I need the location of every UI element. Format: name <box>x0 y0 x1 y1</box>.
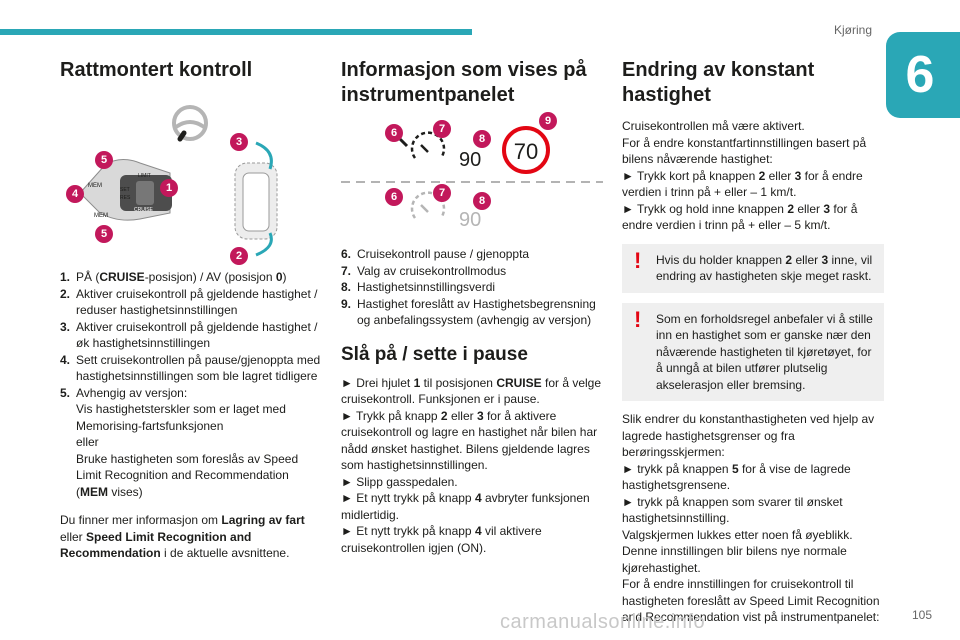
list-item: 9. Hastighet foreslått av Hastighetsbegrensning og anbefalingssystem (avhengig av versjon) <box>341 296 596 327</box>
display-badge-6-bottom: 6 <box>385 188 403 206</box>
column-instrument-info <box>341 58 603 556</box>
column-change-speed <box>622 58 884 626</box>
steering-control-figure <box>60 93 322 263</box>
list-item: 1. PÅ (CRUISE-posisjon) / AV (posisjon 0) <box>60 270 287 284</box>
step-paragraph: ► Drei hjulet 1 til posisjonen CRUISE for å velge cruisekontroll. Funksjonen er i pause. <box>341 375 602 406</box>
figure-badge-5-top: 5 <box>95 151 113 169</box>
instrument-display-figure <box>341 114 603 240</box>
heading-steering-control: Rattmontert kontroll <box>60 59 253 81</box>
stalk-label-mem-top: MEM <box>88 183 102 189</box>
stalk-label-res: RES <box>120 195 131 201</box>
column-steering-control <box>60 58 322 562</box>
set-speed-top: 90 <box>459 149 482 171</box>
steering-control-list <box>60 269 322 500</box>
list-item: 4. Sett cruisekontrollen på pause/gjenoppta med hastighetsinnstillingen som ble lagret tidligere <box>60 352 321 383</box>
instrument-display-illustration <box>341 118 603 240</box>
more-info-paragraph: Du finner mer informasjon om Lagring av fart eller Speed Limit Recognition and Recommendation i de aktuelle avsnittene. <box>60 513 305 560</box>
list-item: 8. Hastighetsinnstillingsverdi <box>341 280 496 294</box>
chapter-number-tab: 6 <box>886 32 960 118</box>
list-item: 2. Aktiver cruisekontroll på gjeldende hastighet / reduser hastighetsinnstillingen <box>60 286 318 317</box>
list-item: 3. Aktiver cruisekontroll på gjeldende hastighet / øk hastighetsinnstillingen <box>60 319 318 350</box>
heading-change-speed: Endring av konstant hastighet <box>622 59 815 106</box>
paragraph: Denne innstillingen blir bilens nye normale kjørehastighet. <box>622 544 847 575</box>
warning-icon: ! <box>634 247 642 273</box>
display-badge-8: 8 <box>473 130 491 148</box>
set-speed-bottom: 90 <box>459 209 482 231</box>
speed-limit-value: 70 <box>513 139 539 164</box>
cruise-stalk <box>80 159 172 220</box>
figure-badge-2: 2 <box>230 247 248 265</box>
list-item: 5. Avhengig av versjon: Vis hastighetsterskler som er laget med Memorising-fartsfunksjonen eller Bruke hastigheten som foreslås av Speed Limit Recognition and Recommendation (MEM vises) <box>60 385 299 499</box>
figure-badge-5-bottom: 5 <box>95 225 113 243</box>
stalk-label-cruise: CRUISE <box>134 207 153 213</box>
instrument-info-list <box>341 246 603 329</box>
step-paragraph: ► Et nytt trykk på knapp 4 avbryter funksjonen midlertidig. <box>341 491 590 522</box>
display-badge-7: 7 <box>433 120 451 138</box>
stalk-label-set: SET <box>120 187 130 193</box>
heading-instrument-info: Informasjon som vises på instrumentpanelet <box>341 59 587 106</box>
list-item: 6. Cruisekontroll pause / gjenoppta <box>341 247 530 261</box>
display-badge-9: 9 <box>539 112 557 130</box>
warning-icon: ! <box>634 306 642 332</box>
display-badge-7-bottom: 7 <box>433 184 451 202</box>
step-paragraph: ► trykk på knappen som svarer til ønsket hastighetsinnstilling. <box>622 494 843 525</box>
paragraph: Cruisekontrollen må være aktivert. <box>622 119 805 133</box>
heading-activate-pause: Slå på / sette i pause <box>341 343 528 365</box>
stalk-label-limit: LIMIT <box>138 173 151 179</box>
steering-wheel-icon <box>174 107 206 139</box>
footer-watermark: carmanualsonline.info <box>500 611 706 633</box>
figure-badge-3: 3 <box>230 133 248 151</box>
paragraph: For å endre konstantfartinnstillingen basert på bilens nåværende hastighet: <box>622 135 867 166</box>
paragraph: Valgskjermen lukkes etter noen få øyeblikk. <box>622 527 853 542</box>
display-badge-8-bottom: 8 <box>473 192 491 210</box>
step-paragraph: ► Trykk på knapp 2 eller 3 for å aktivere cruisekontroll og lagre en hastighet når bilen har nådd ønsket hastighet. Bilens gjeldende lagres som hastighetsinnstillingen. <box>341 408 598 472</box>
step-paragraph: ► Slipp gasspedalen. <box>341 474 458 489</box>
step-paragraph: ► Trykk kort på knappen 2 eller 3 for å endre verdien i trinn på + eller – 1 km/t. <box>622 168 863 199</box>
warning-box-precaution: ! Som en forholdsregel anbefaler vi å stille inn en hastighet som er ganske nær den nåværende hastigheten til kjøretøyet, for å unngå at bilen utfører plutselig akselerasjon eller bremsing. <box>622 303 884 402</box>
button-panel-side-view <box>235 143 277 255</box>
figure-badge-4: 4 <box>66 185 84 203</box>
warning-box-hold-button: ! Hvis du holder knappen 2 eller 3 inne, vil endring av hastigheten skje meget raskt. <box>622 244 884 293</box>
step-paragraph: ► trykk på knappen 5 for å vise de lagrede hastighetsgrensene. <box>622 461 851 492</box>
page-number: 105 <box>911 608 932 622</box>
step-paragraph: ► Et nytt trykk på knapp 4 vil aktivere cruisekontrollen igjen (ON). <box>341 524 542 555</box>
display-badge-6: 6 <box>385 124 403 142</box>
section-title: Kjøring <box>833 23 872 37</box>
step-paragraph: ► Trykk og hold inne knappen 2 eller 3 for å endre verdien i trinn på + eller – 5 km/t. <box>622 201 858 232</box>
list-item: 7. Valg av cruisekontrollmodus <box>341 263 507 278</box>
paragraph: For å endre innstillingen for cruisekontroll til hastigheten foreslått av Speed Limit Recognition and Recommendation vist på instrumentpanelet: <box>622 577 880 624</box>
figure-badge-1: 1 <box>160 179 178 197</box>
paragraph: Slik endrer du konstanthastigheten ved hjelp av lagrede hastighetsgrenser og fra berøringsskjermen: <box>622 412 875 459</box>
stalk-label-mem-bottom: MEM <box>94 213 108 219</box>
header-accent-bar <box>0 29 472 35</box>
